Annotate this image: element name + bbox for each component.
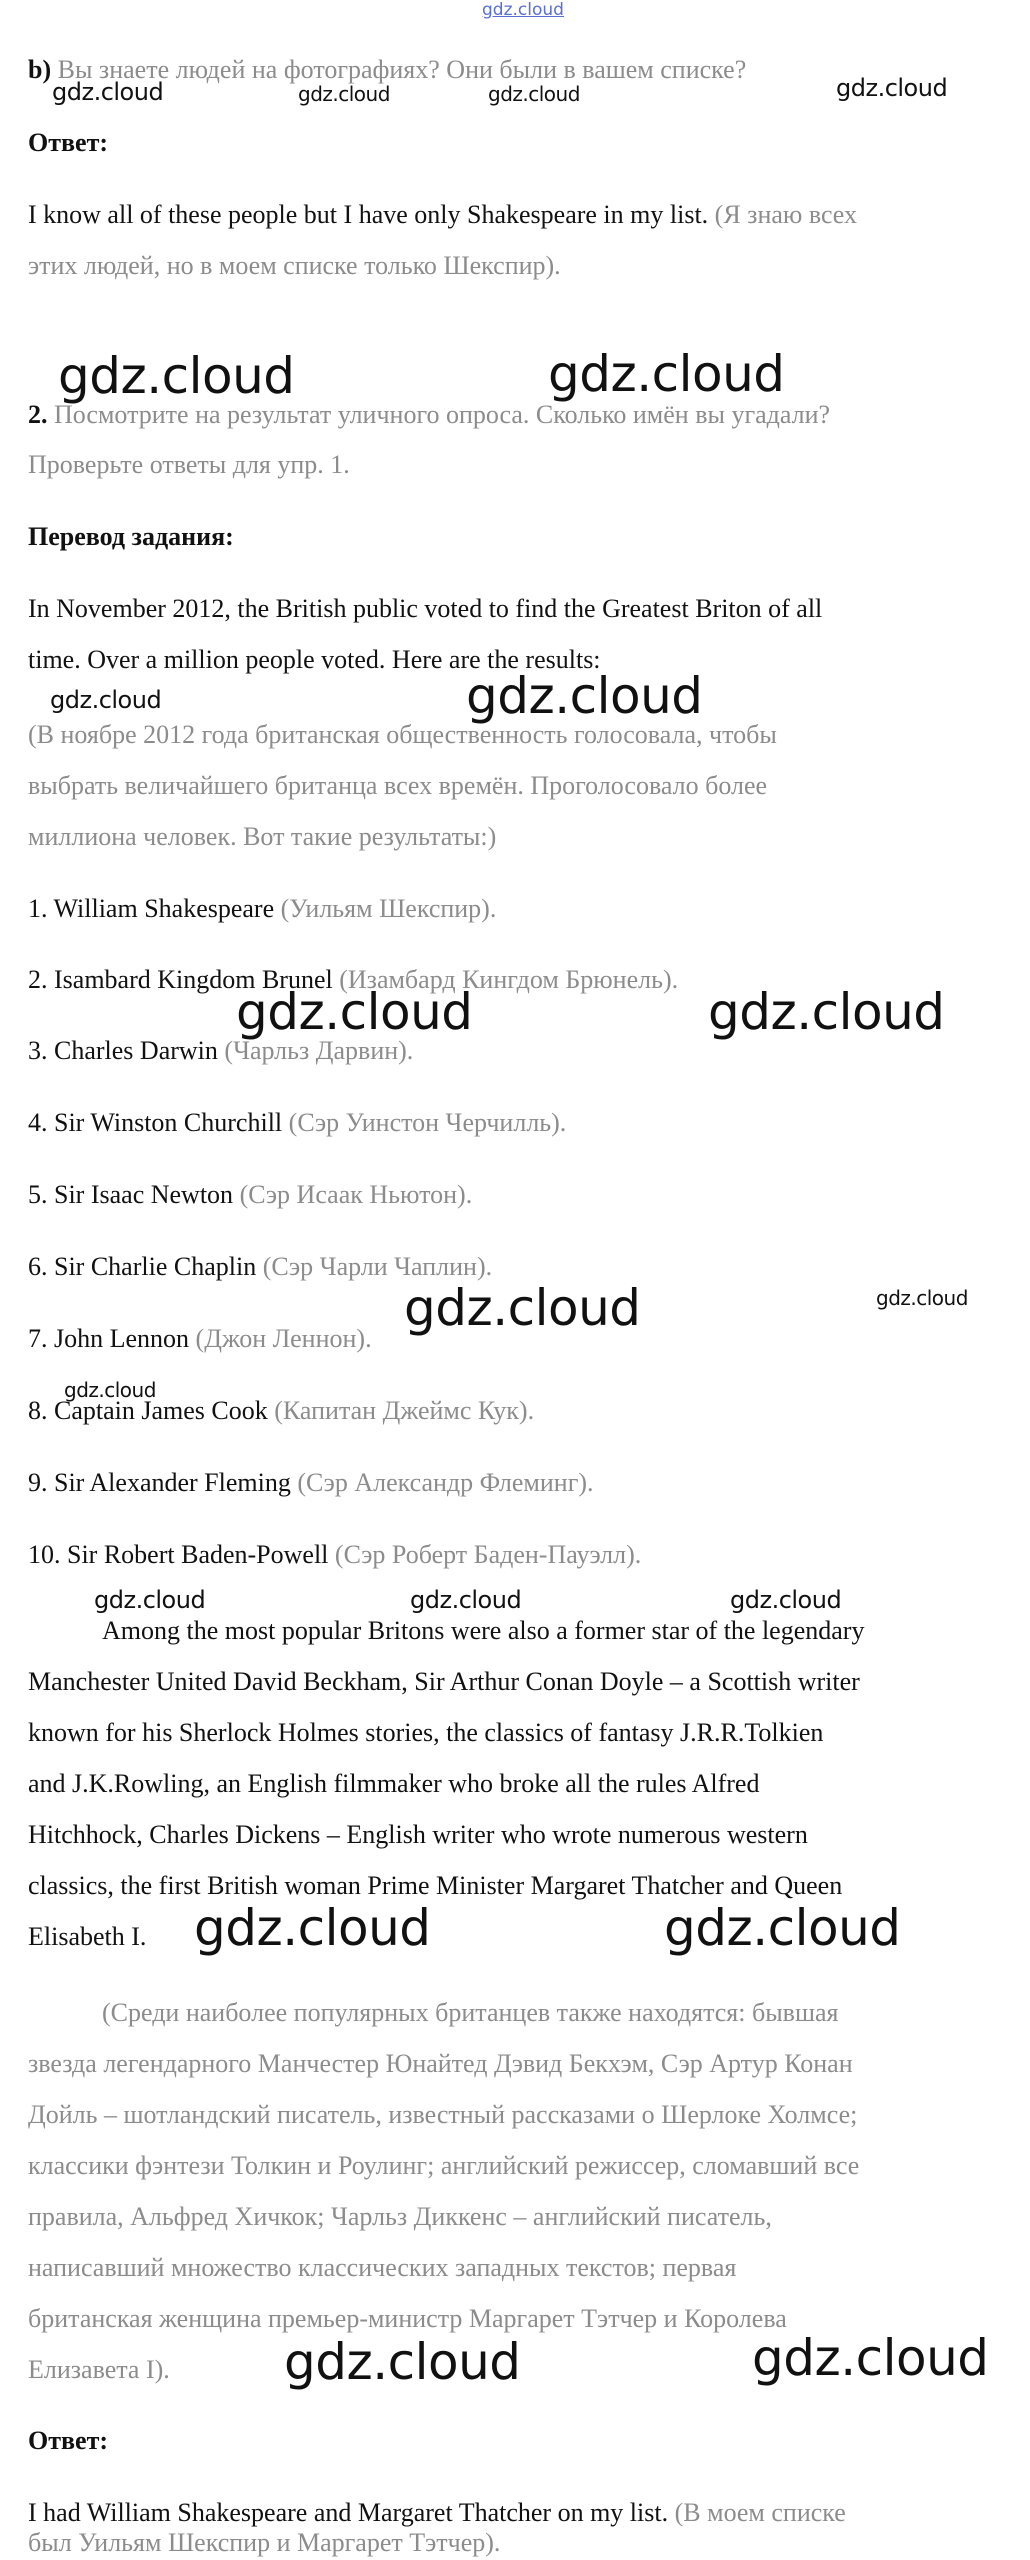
intro-en-line-2: time. Over a million people voted. Here are the results: [28, 645, 601, 674]
result-name-ru: (Джон Леннон). [195, 1324, 372, 1353]
popular-ru-line: (Среди наиболее популярных британцев также находятся: бывшая [102, 1998, 839, 2027]
watermark: gdz.cloud [64, 1378, 156, 1402]
result-item [28, 894, 496, 924]
task-2-number: 2. [28, 400, 48, 429]
result-name-ru: (Сэр Исаак Ньютон). [239, 1180, 473, 1209]
part-b-label: b) [28, 55, 52, 84]
result-name-en: 5. Sir Isaac Newton [28, 1180, 234, 1209]
popular-ru-line: Дойль – шотландский писатель, известный рассказами о Шерлоке Холмсе; [28, 2100, 858, 2129]
result-name-ru: (Сэр Уинстон Черчилль). [288, 1108, 567, 1137]
popular-ru-line: звезда легендарного Манчестер Юнайтед Дэвид Бекхэм, Сэр Артур Конан [28, 2049, 853, 2078]
task-2-text: Посмотрите на результат уличного опроса. Сколько имён вы угадали? [54, 400, 831, 429]
watermark: gdz.cloud [836, 74, 948, 102]
result-item [28, 1036, 413, 1066]
task-2-line-1 [28, 400, 830, 430]
intro-ru-line-3: миллиона человек. Вот такие результаты:) [28, 822, 497, 851]
popular-en-line: Hitchhock, Charles Dickens – English writer who wrote numerous western [28, 1820, 808, 1849]
popular-ru-line: классики фэнтези Толкин и Роулинг; английский режиссер, сломавший все [28, 2151, 860, 2180]
answer-heading: Ответ: [28, 2426, 109, 2455]
intro-en-line-1: In November 2012, the British public voted to find the Greatest Briton of all [28, 594, 823, 623]
watermark: gdz.cloud [752, 2329, 989, 2387]
result-name-en: 2. Isambard Kingdom Brunel [28, 965, 333, 994]
result-name-en: 10. Sir Robert Baden-Powell [28, 1540, 329, 1569]
result-name-ru: (Сэр Роберт Баден-Пауэлл). [334, 1540, 642, 1569]
answer-1-russian-start: (Я знаю всех [714, 200, 857, 229]
popular-en-line: known for his Sherlock Holmes stories, the classics of fantasy J.R.R.Tolkien [28, 1718, 824, 1747]
intro-ru-line-2: выбрать величайшего британца всех времён. Проголосовало более [28, 771, 768, 800]
popular-en-line: Elisabeth I. [28, 1922, 147, 1951]
translation-heading: Перевод задания: [28, 522, 234, 551]
watermark: gdz.cloud [284, 2333, 521, 2391]
result-name-ru: (Капитан Джеймс Кук). [274, 1396, 535, 1425]
result-item [28, 1468, 594, 1498]
result-name-en: 6. Sir Charlie Chaplin [28, 1252, 257, 1281]
popular-en-line: Among the most popular Britons were also a former star of the legendary [102, 1616, 865, 1645]
result-name-ru: (Чарльз Дарвин). [224, 1036, 414, 1065]
popular-ru-line: правила, Альфред Хичкок; Чарльз Диккенс – английский писатель, [28, 2202, 772, 2231]
watermark: gdz.cloud [410, 1586, 522, 1614]
watermark: gdz.cloud [548, 345, 785, 403]
top-watermark-link[interactable]: gdz.cloud [482, 0, 564, 20]
result-name-en: 8. Captain James Cook [28, 1396, 268, 1425]
answer-2-english: I had William Shakespeare and Margaret Thatcher on my list. [28, 2498, 669, 2527]
watermark: gdz.cloud [50, 686, 162, 714]
answer-2-line-2: был Уильям Шекспир и Маргарет Тэтчер). [28, 2528, 501, 2557]
answer-1-english: I know all of these people but I have only Shakespeare in my list. [28, 200, 709, 229]
result-item [28, 1324, 372, 1354]
result-name-ru: (Уильям Шекспир). [280, 894, 497, 923]
result-item [28, 1180, 472, 1210]
watermark: gdz.cloud [52, 78, 164, 106]
popular-ru-line: Елизавета I). [28, 2355, 170, 2384]
popular-en-line: Manchester United David Beckham, Sir Arthur Conan Doyle – a Scottish writer [28, 1667, 860, 1696]
popular-ru-line: написавший множество классических западных текстов; первая [28, 2253, 737, 2282]
watermark: gdz.cloud [730, 1586, 842, 1614]
answer-1-line-1 [28, 200, 857, 230]
popular-en-line: and J.K.Rowling, an English filmmaker who broke all the rules Alfred [28, 1769, 760, 1798]
watermark: gdz.cloud [664, 1899, 901, 1957]
watermark: gdz.cloud [58, 347, 295, 405]
result-item [28, 1396, 534, 1426]
result-name-en: 7. John Lennon [28, 1324, 190, 1353]
part-b-text: Вы знаете людей на фотографиях? Они были в вашем списке? [57, 55, 747, 84]
result-name-ru: (Сэр Чарли Чаплин). [262, 1252, 493, 1281]
intro-ru-line-1: (В ноябре 2012 года британская общественность голосовала, чтобы [28, 720, 777, 749]
watermark: gdz.cloud [488, 82, 580, 106]
result-name-ru: (Изамбард Кингдом Брюнель). [339, 965, 679, 994]
watermark: gdz.cloud [94, 1586, 206, 1614]
result-name-en: 4. Sir Winston Churchill [28, 1108, 283, 1137]
popular-ru-line: британская женщина премьер-министр Маргарет Тэтчер и Королева [28, 2304, 787, 2333]
result-name-ru: (Сэр Александр Флеминг). [297, 1468, 594, 1497]
result-name-en: 9. Sir Alexander Fleming [28, 1468, 291, 1497]
result-item [28, 1252, 492, 1282]
answer-2-line-1 [28, 2498, 846, 2528]
answer-1-line-2: этих людей, но в моем списке только Шекспир). [28, 251, 561, 280]
watermark: gdz.cloud [708, 983, 945, 1041]
watermark: gdz.cloud [194, 1899, 431, 1957]
result-name-en: 1. William Shakespeare [28, 894, 275, 923]
watermark: gdz.cloud [876, 1286, 968, 1310]
result-item [28, 1108, 566, 1138]
result-name-en: 3. Charles Darwin [28, 1036, 218, 1065]
task-2-line-2: Проверьте ответы для упр. 1. [28, 450, 350, 479]
answer-2-russian-start: (В моем списке [674, 2498, 846, 2527]
popular-en-line: classics, the first British woman Prime Minister Margaret Thatcher and Queen [28, 1871, 843, 1900]
answer-heading: Ответ: [28, 128, 109, 157]
watermark: gdz.cloud [236, 983, 473, 1041]
watermark: gdz.cloud [466, 667, 703, 725]
result-item [28, 1540, 641, 1570]
watermark: gdz.cloud [404, 1279, 641, 1337]
watermark: gdz.cloud [298, 82, 390, 106]
